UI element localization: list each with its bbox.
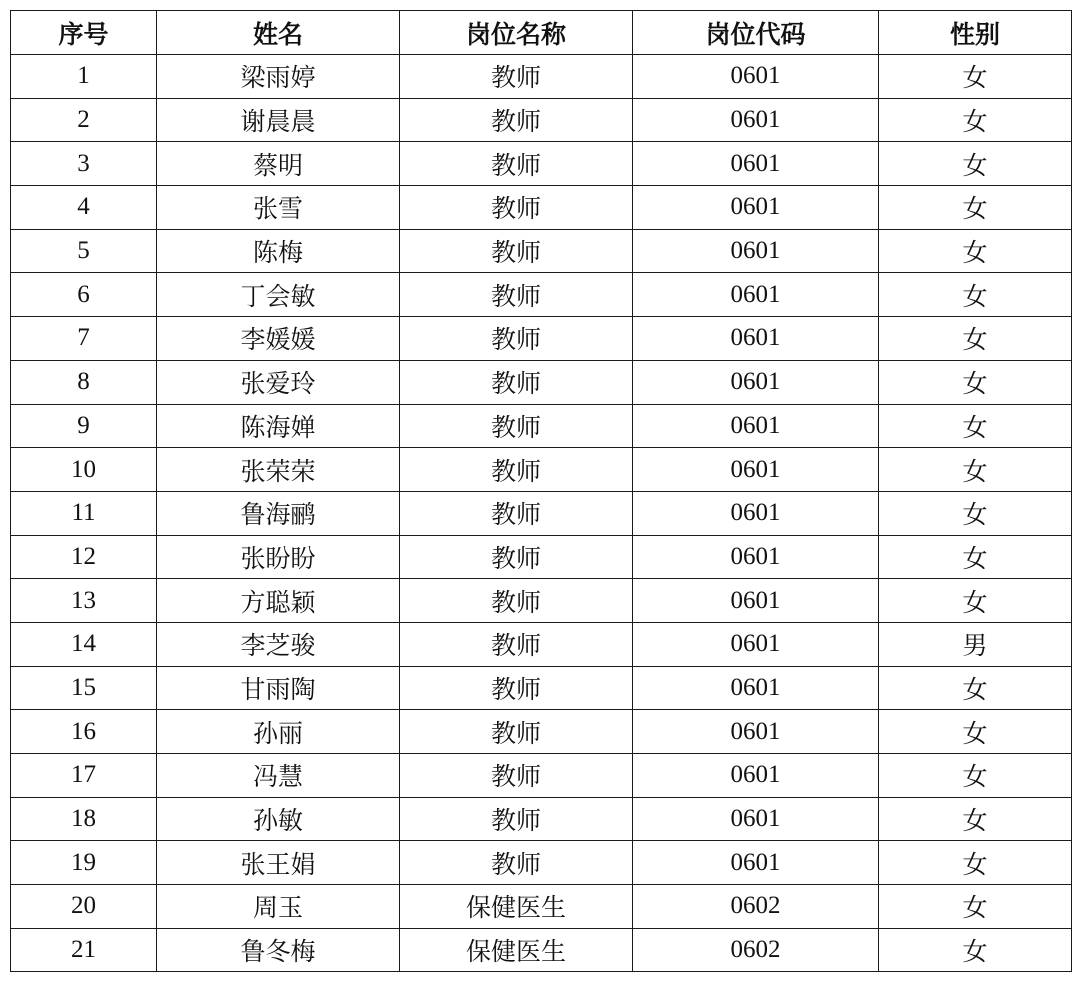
cell-position-title: 教师 — [400, 98, 633, 142]
cell-position-code: 0601 — [633, 666, 879, 710]
cell-name: 张雪 — [157, 186, 400, 230]
table-row — [11, 448, 1072, 492]
cell-name: 方聪颖 — [157, 579, 400, 623]
cell-gender: 女 — [879, 710, 1072, 754]
cell-serial-number: 13 — [11, 579, 157, 623]
cell-position-title: 教师 — [400, 448, 633, 492]
table-header — [11, 11, 1072, 55]
table-row — [11, 404, 1072, 448]
cell-serial-number: 2 — [11, 98, 157, 142]
cell-serial-number: 7 — [11, 317, 157, 361]
cell-position-title: 教师 — [400, 317, 633, 361]
cell-position-code: 0602 — [633, 885, 879, 929]
cell-position-title: 教师 — [400, 535, 633, 579]
cell-position-title: 教师 — [400, 579, 633, 623]
roster-table — [10, 10, 1072, 972]
cell-name: 鲁海鹂 — [157, 491, 400, 535]
cell-position-code: 0601 — [633, 535, 879, 579]
cell-position-code: 0601 — [633, 797, 879, 841]
cell-serial-number: 14 — [11, 622, 157, 666]
cell-name: 张王娟 — [157, 841, 400, 885]
table-row — [11, 928, 1072, 972]
header-name: 姓名 — [157, 11, 400, 55]
cell-name: 丁会敏 — [157, 273, 400, 317]
cell-serial-number: 11 — [11, 491, 157, 535]
cell-serial-number: 16 — [11, 710, 157, 754]
cell-serial-number: 17 — [11, 754, 157, 798]
cell-serial-number: 1 — [11, 55, 157, 99]
cell-gender: 女 — [879, 928, 1072, 972]
cell-name: 陈海婵 — [157, 404, 400, 448]
table-row — [11, 186, 1072, 230]
cell-position-title: 教师 — [400, 622, 633, 666]
table-row — [11, 491, 1072, 535]
cell-position-title: 教师 — [400, 841, 633, 885]
cell-name: 张爱玲 — [157, 360, 400, 404]
cell-name: 李媛媛 — [157, 317, 400, 361]
table-row — [11, 360, 1072, 404]
cell-position-code: 0601 — [633, 622, 879, 666]
cell-gender: 女 — [879, 841, 1072, 885]
cell-name: 蔡明 — [157, 142, 400, 186]
cell-gender: 女 — [879, 448, 1072, 492]
cell-serial-number: 10 — [11, 448, 157, 492]
header-gender: 性别 — [879, 11, 1072, 55]
cell-gender: 女 — [879, 360, 1072, 404]
cell-gender: 女 — [879, 797, 1072, 841]
cell-serial-number: 12 — [11, 535, 157, 579]
cell-position-title: 教师 — [400, 404, 633, 448]
cell-name: 张盼盼 — [157, 535, 400, 579]
cell-serial-number: 4 — [11, 186, 157, 230]
cell-gender: 女 — [879, 491, 1072, 535]
cell-gender: 女 — [879, 142, 1072, 186]
cell-serial-number: 19 — [11, 841, 157, 885]
cell-position-code: 0601 — [633, 841, 879, 885]
cell-gender: 女 — [879, 535, 1072, 579]
cell-name: 陈梅 — [157, 229, 400, 273]
cell-position-title: 教师 — [400, 491, 633, 535]
table-body — [11, 55, 1072, 972]
cell-serial-number: 18 — [11, 797, 157, 841]
cell-position-code: 0601 — [633, 404, 879, 448]
table-row — [11, 535, 1072, 579]
header-position-code: 岗位代码 — [633, 11, 879, 55]
header-row — [11, 11, 1072, 55]
cell-position-code: 0601 — [633, 448, 879, 492]
cell-serial-number: 20 — [11, 885, 157, 929]
cell-position-code: 0601 — [633, 579, 879, 623]
cell-gender: 女 — [879, 579, 1072, 623]
cell-name: 周玉 — [157, 885, 400, 929]
cell-position-code: 0601 — [633, 186, 879, 230]
cell-position-code: 0601 — [633, 360, 879, 404]
cell-position-title: 教师 — [400, 273, 633, 317]
cell-position-code: 0601 — [633, 754, 879, 798]
cell-name: 孙敏 — [157, 797, 400, 841]
cell-serial-number: 8 — [11, 360, 157, 404]
cell-name: 冯慧 — [157, 754, 400, 798]
cell-gender: 女 — [879, 229, 1072, 273]
table-row — [11, 710, 1072, 754]
table-row — [11, 754, 1072, 798]
cell-name: 李芝骏 — [157, 622, 400, 666]
cell-position-code: 0601 — [633, 229, 879, 273]
cell-position-code: 0601 — [633, 142, 879, 186]
cell-serial-number: 21 — [11, 928, 157, 972]
cell-gender: 女 — [879, 754, 1072, 798]
cell-position-title: 教师 — [400, 55, 633, 99]
cell-name: 张荣荣 — [157, 448, 400, 492]
cell-gender: 女 — [879, 404, 1072, 448]
cell-position-title: 教师 — [400, 710, 633, 754]
table-row — [11, 55, 1072, 99]
cell-position-title: 教师 — [400, 229, 633, 273]
cell-gender: 女 — [879, 273, 1072, 317]
table-row — [11, 98, 1072, 142]
table-row — [11, 666, 1072, 710]
table-row — [11, 273, 1072, 317]
cell-name: 甘雨陶 — [157, 666, 400, 710]
table-row — [11, 229, 1072, 273]
cell-position-title: 保健医生 — [400, 885, 633, 929]
table-row — [11, 841, 1072, 885]
table-row — [11, 622, 1072, 666]
cell-serial-number: 15 — [11, 666, 157, 710]
cell-position-code: 0601 — [633, 55, 879, 99]
cell-gender: 女 — [879, 885, 1072, 929]
cell-position-title: 教师 — [400, 360, 633, 404]
table-row — [11, 142, 1072, 186]
table-row — [11, 317, 1072, 361]
roster-sheet — [10, 10, 1072, 972]
table-row — [11, 885, 1072, 929]
cell-position-code: 0601 — [633, 317, 879, 361]
cell-gender: 男 — [879, 622, 1072, 666]
cell-serial-number: 9 — [11, 404, 157, 448]
table-row — [11, 797, 1072, 841]
cell-serial-number: 3 — [11, 142, 157, 186]
cell-position-title: 教师 — [400, 142, 633, 186]
cell-serial-number: 5 — [11, 229, 157, 273]
table-row — [11, 579, 1072, 623]
cell-gender: 女 — [879, 186, 1072, 230]
cell-gender: 女 — [879, 98, 1072, 142]
cell-position-code: 0601 — [633, 491, 879, 535]
cell-name: 鲁冬梅 — [157, 928, 400, 972]
cell-gender: 女 — [879, 317, 1072, 361]
header-serial-number: 序号 — [11, 11, 157, 55]
cell-position-code: 0601 — [633, 98, 879, 142]
cell-gender: 女 — [879, 666, 1072, 710]
cell-gender: 女 — [879, 55, 1072, 99]
cell-name: 孙丽 — [157, 710, 400, 754]
cell-serial-number: 6 — [11, 273, 157, 317]
cell-position-title: 教师 — [400, 666, 633, 710]
cell-name: 梁雨婷 — [157, 55, 400, 99]
cell-position-title: 保健医生 — [400, 928, 633, 972]
cell-name: 谢晨晨 — [157, 98, 400, 142]
cell-position-title: 教师 — [400, 754, 633, 798]
cell-position-code: 0601 — [633, 710, 879, 754]
cell-position-code: 0602 — [633, 928, 879, 972]
cell-position-title: 教师 — [400, 186, 633, 230]
cell-position-title: 教师 — [400, 797, 633, 841]
header-position-title: 岗位名称 — [400, 11, 633, 55]
cell-position-code: 0601 — [633, 273, 879, 317]
